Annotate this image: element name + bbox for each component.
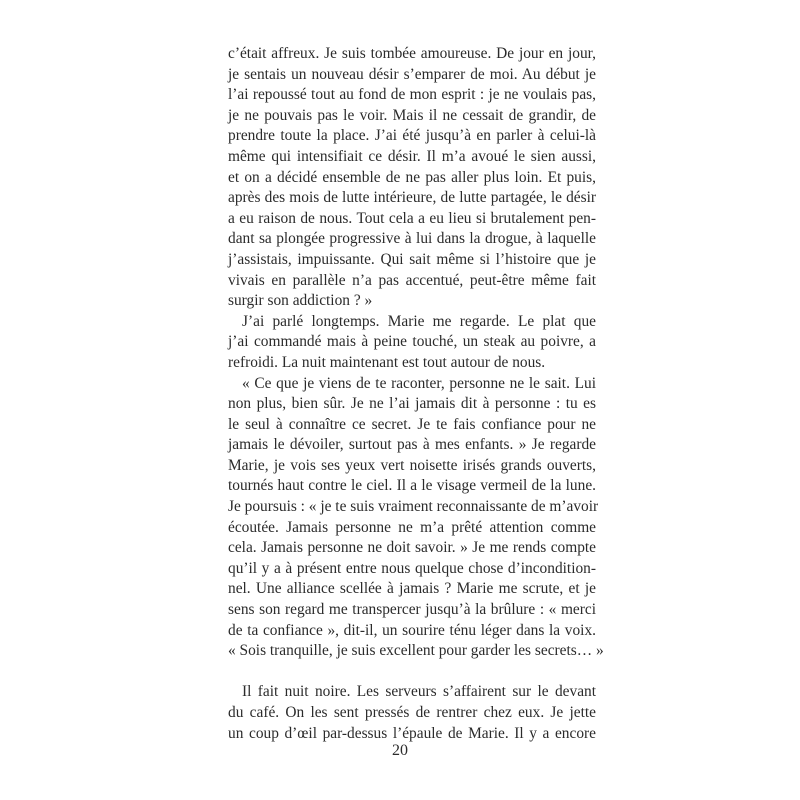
text-line: non plus, bien sûr. Je ne l’ai jamais dit à personne : tu es [228,395,596,413]
text-line: jamais le dévoiler, surtout pas à mes enfants. » Je regarde [228,436,596,454]
paragraph [228,682,596,744]
text-line: un coup d’œil par-dessus l’épaule de Marie. Il y a encore [228,724,596,742]
text-line: je sentais un nouveau désir s’emparer de moi. Au début je [228,65,596,83]
text-line: Marie, je vois ses yeux vert noisette irisés grands ouverts, [228,456,596,474]
text-line: même qui intensifiait ce désir. Il m’a avoué le sien aussi, [228,147,596,165]
text-line: c’était affreux. Je suis tombée amoureuse. De jour en jour, [228,45,596,62]
text-line: j’assistais, impuissante. Qui sait même si l’histoire que je [228,250,596,268]
text-line: « Ce que je viens de te raconter, personne ne le sait. Lui [242,374,596,392]
text-line: « Sois tranquille, je suis excellent pour garder les secrets… » [228,642,604,660]
text-line: dant sa plongée progressive à lui dans la drogue, à laquelle [228,230,596,248]
text-line: je ne pouvais pas le voir. Mais il ne cessait de grandir, de [228,106,596,124]
text-line: Je poursuis : « je te suis vraiment reconnaissante de m’avoir [228,498,599,516]
text-line: sens son regard me transpercer jusqu’à la brûlure : « merci [228,601,596,619]
text-line: tournés haut contre le ciel. Il a le visage vermeil de la lune. [228,477,596,495]
paragraph [228,44,596,312]
page-number: 20 [392,742,408,759]
text-line: prendre toute la place. J’ai été jusqu’à en parler à celui-là [228,127,596,145]
text-line: le seul à connaître ce secret. Je te fais confiance pour ne [228,415,596,433]
text-line: l’ai repoussé tout au fond de mon esprit : je ne voulais pas, [228,86,596,104]
text-line: surgir son addiction ? » [228,292,373,310]
text-line: après des mois de lutte intérieure, de lutte partagée, le désir [228,189,596,207]
text-line: de ta confiance », dit-il, un sourire ténu léger dans la voix. [228,621,596,639]
text-line: du café. On les sent pressés de rentrer chez eux. Je jette [228,704,596,721]
paragraph [228,374,604,662]
paragraph [228,312,596,374]
text-line: cela. Jamais personne ne doit savoir. » Je me rends compte [228,539,596,557]
text-line: qu’il y a à présent entre nous quelque chose d’incondition- [228,559,596,577]
book-page-text [228,44,604,744]
text-line: Il fait nuit noire. Les serveurs s’affairent sur le devant [242,683,596,701]
text-line: nel. Une alliance scellée à jamais ? Marie me scrute, et je [228,580,596,598]
text-line: j’ai commandé mais à peine touché, un steak au poivre, a [228,333,596,351]
paragraph-gap [228,662,596,683]
text-line: refroidi. La nuit maintenant est tout autour de nous. [228,353,546,371]
text-line: J’ai parlé longtemps. Marie me regarde. Le plat que [242,312,596,330]
text-line: a eu raison de nous. Tout cela a eu lieu si brutalement pen- [228,209,596,227]
text-line: écoutée. Jamais personne ne m’a prêté attention comme [228,518,596,536]
text-line: vivais en parallèle n’a pas accentué, peut-être même fait [228,271,596,289]
text-line: et on a décidé ensemble de ne pas aller plus loin. Et puis, [228,168,596,186]
